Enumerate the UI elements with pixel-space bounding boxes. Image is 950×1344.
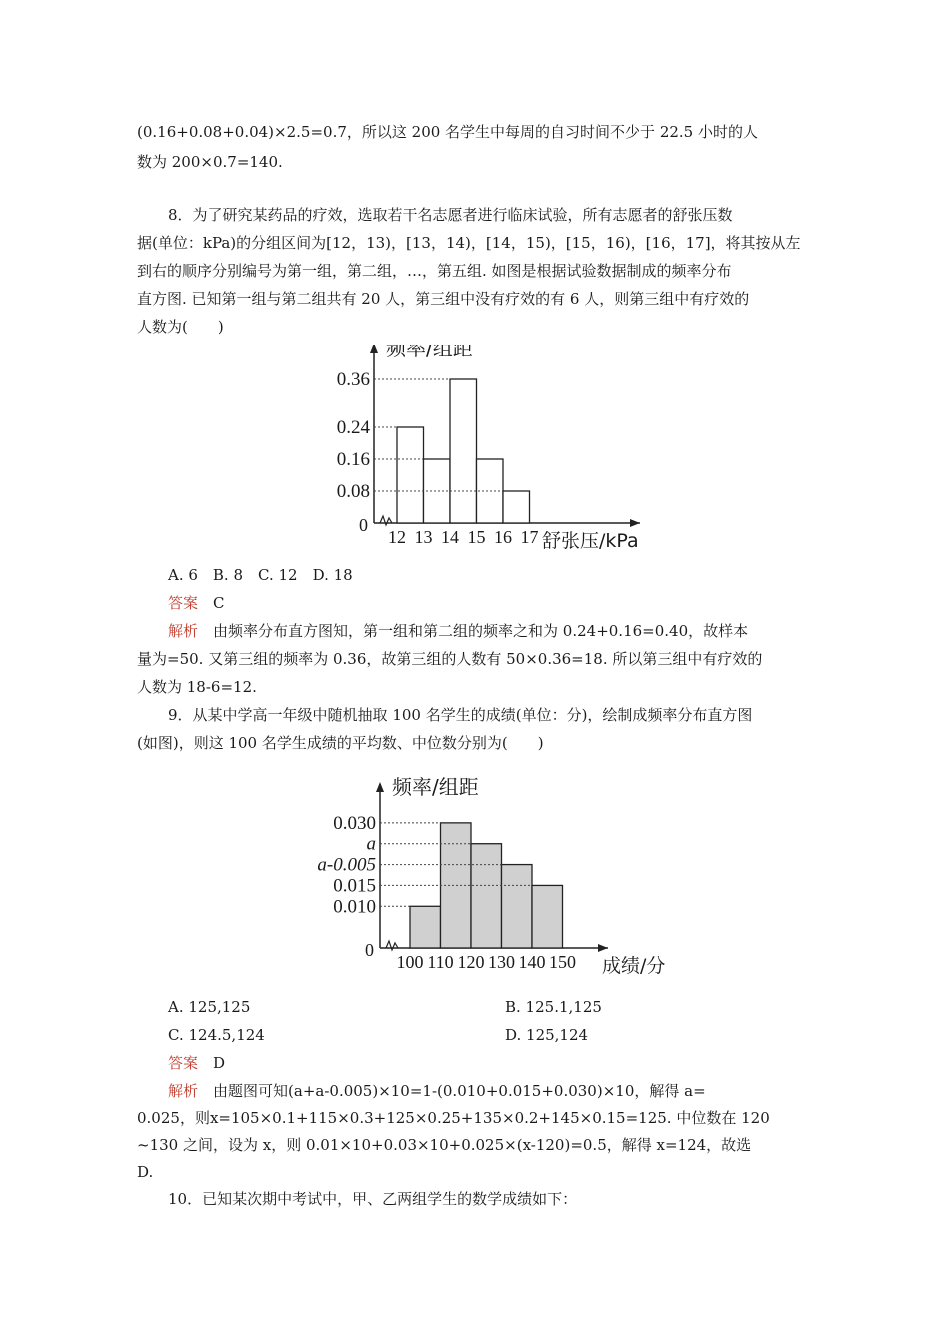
q9-x-tick-6: 150 (549, 952, 576, 972)
q9-y-tick-4: 0.015 (333, 875, 376, 897)
q9-bar-1 (410, 906, 441, 948)
q9-option-b: B. 125.1,125 (505, 998, 602, 1016)
q8-bar-3 (450, 379, 477, 523)
q8-bar-5 (503, 491, 530, 523)
q8-answer-label: 答案 (168, 594, 199, 612)
q8-histogram-svg (320, 345, 650, 555)
q9-option-c: C. 124.5,124 (168, 1026, 265, 1044)
q9-x-axis-label: 成绩/分 (602, 955, 666, 977)
q9-answer (168, 1053, 225, 1073)
q9-y-tick-3: a-0.005 (317, 854, 376, 876)
q9-analysis-text-1: 由题图可知(a+a-0.005)×10=1-(0.010+0.015+0.030)×10，解得 a= (213, 1082, 706, 1100)
q9-x-tick-5: 140 (518, 952, 546, 972)
q8-text-line-2: 据(单位：kPa)的分组区间为[12，13)，[13，14)，[14，15)，[15，16)，[16，17]，将其按从左 (137, 234, 801, 252)
q8-x-axis-arrow (630, 519, 640, 527)
q8-histogram (320, 345, 650, 555)
q9-y-tick-2: a (366, 833, 376, 855)
q8-analysis-line-2: 量为=50. 又第三组的频率为 0.36，故第三组的人数有 50×0.36=18. 所以第三组中有疗效的 (137, 650, 763, 668)
intro-line-1: (0.16+0.08+0.04)×2.5=0.7，所以这 200 名学生中每周的自习时间不少于 22.5 小时的人 (137, 123, 758, 141)
q9-histogram-svg (290, 760, 690, 978)
q8-answer-value: C (213, 594, 225, 612)
q9-analysis-line-3: ~130 之间，设为 x，则 0.01×10+0.03×10+0.025×(x-120)=0.5，解得 x=124，故选 (137, 1136, 752, 1154)
q9-origin-label: 0 (365, 940, 374, 960)
q9-y-tick-1: 0.030 (333, 812, 376, 834)
q9-bar-5 (532, 885, 563, 948)
q9-x-tick-2: 110 (427, 952, 454, 972)
q9-x-tick-4: 130 (488, 952, 515, 972)
q8-analysis-text-1: 由频率分布直方图知，第一组和第二组的频率之和为 0.24+0.16=0.40，故样本 (213, 622, 749, 640)
q10-text: 10．已知某次期中考试中，甲、乙两组学生的数学成绩如下： (168, 1190, 578, 1208)
q8-x-tick-1: 12 (388, 527, 406, 547)
q8-x-tick-5: 16 (494, 527, 512, 547)
q8-text-line-4: 直方图. 已知第一组与第二组共有 20 人，第三组中没有疗效的有 6 人，则第三组中有疗效的 (137, 290, 750, 308)
q9-x-axis-arrow (598, 944, 608, 952)
q9-text-line-2: (如图)，则这 100 名学生成绩的平均数、中位数分别为( ) (137, 734, 544, 752)
q9-y-tick-5: 0.010 (333, 896, 376, 918)
q9-bar-3 (471, 844, 502, 948)
q8-y-tick-1: 0.36 (336, 369, 370, 390)
q9-answer-value: D (213, 1054, 226, 1072)
q9-analysis-line-1 (168, 1081, 818, 1101)
q8-y-axis-label: 频率/组距 (386, 345, 473, 360)
q9-y-axis-arrow (376, 782, 384, 792)
q8-bar-1 (397, 427, 424, 523)
q8-analysis-line-1 (168, 621, 818, 641)
q8-analysis-line-3: 人数为 18-6=12. (137, 678, 257, 696)
q9-x-tick-1: 100 (396, 952, 424, 972)
q8-answer (168, 593, 225, 613)
q8-origin-label: 0 (359, 515, 368, 535)
q8-analysis-label: 解析 (168, 622, 199, 640)
q9-histogram (290, 760, 690, 978)
q9-text-line-1: 9．从某中学高一年级中随机抽取 100 名学生的成绩(单位：分)，绘制成频率分布直方图 (168, 706, 753, 724)
q8-y-tick-4: 0.08 (336, 481, 370, 502)
q9-y-axis-label: 频率/组距 (392, 775, 479, 799)
q8-y-tick-2: 0.24 (336, 417, 370, 438)
q8-text-line-5: 人数为( ) (137, 318, 224, 336)
q8-x-tick-2: 13 (414, 527, 433, 547)
q8-x-tick-3: 14 (441, 527, 459, 547)
q9-analysis-line-2: 0.025，则x=105×0.1+115×0.3+125×0.25+135×0.2+145×0.15=125. 中位数在 120 (137, 1109, 770, 1127)
q8-text-line-3: 到右的顺序分别编号为第一组，第二组，…，第五组. 如图是根据试验数据制成的频率分布 (137, 262, 732, 280)
q9-option-a: A. 125,125 (168, 998, 251, 1016)
q9-bar-4 (502, 865, 533, 948)
q8-options: A. 6 B. 8 C. 12 D. 18 (168, 566, 353, 584)
q9-option-d: D. 125,124 (505, 1026, 589, 1044)
intro-line-2: 数为 200×0.7=140. (137, 153, 283, 171)
q8-y-tick-3: 0.16 (336, 449, 370, 470)
q9-answer-label: 答案 (168, 1054, 199, 1072)
q8-y-axis-arrow (370, 345, 378, 353)
q9-analysis-line-4: D. (137, 1163, 154, 1181)
q8-x-tick-4: 15 (467, 527, 486, 547)
q8-x-axis-label: 舒张压/kPa (542, 530, 639, 552)
q9-analysis-label: 解析 (168, 1082, 199, 1100)
q9-x-tick-3: 120 (457, 952, 485, 972)
q8-x-tick-6: 17 (520, 527, 539, 547)
q8-text-line-1: 8．为了研究某药品的疗效，选取若干名志愿者进行临床试验，所有志愿者的舒张压数 (168, 206, 733, 224)
